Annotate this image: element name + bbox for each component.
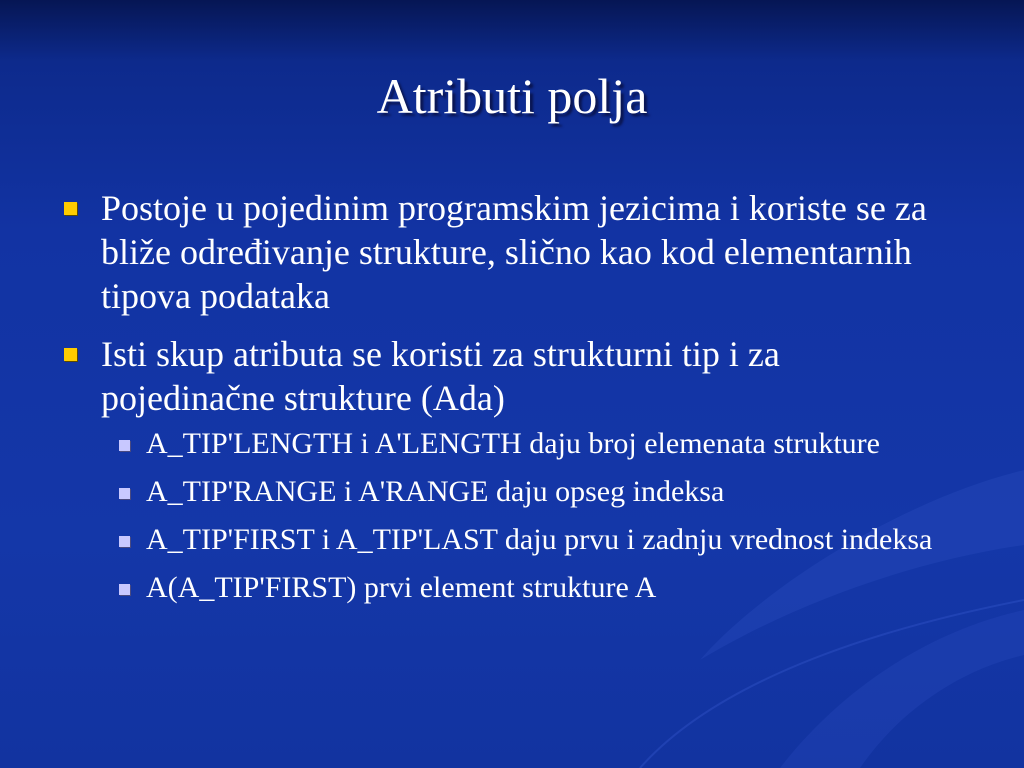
sub-bullet-item [60, 474, 960, 510]
bullet-item [60, 186, 960, 318]
sub-bullet-item [60, 522, 960, 558]
slide-title: Atributi polja [376, 68, 648, 124]
square-bullet-icon [64, 202, 77, 215]
sub-bullet-text: A(A_TIP'FIRST) prvi element strukture A [146, 571, 657, 604]
sub-bullet-item [60, 426, 960, 462]
bullet-item [60, 332, 960, 420]
sub-bullet-item [60, 570, 960, 606]
sub-bullet-text: A_TIP'LENGTH i A'LENGTH daju broj elemenata strukture [146, 427, 880, 460]
square-sub-bullet-icon [119, 536, 130, 547]
square-sub-bullet-icon [119, 584, 130, 595]
bullet-text: Postoje u pojedinim programskim jezicima i koriste se za bliže određivanje strukture, slično kao kod elementarnih tipova podataka [101, 188, 927, 316]
bullet-text: Isti skup atributa se koristi za strukturni tip i za pojedinačne strukture (Ada) [101, 334, 780, 418]
sub-bullet-text: A_TIP'RANGE i A'RANGE daju opseg indeksa [146, 475, 725, 508]
square-sub-bullet-icon [119, 440, 130, 451]
square-bullet-icon [64, 348, 77, 361]
square-sub-bullet-icon [119, 488, 130, 499]
slide-content [60, 186, 960, 618]
sub-bullet-text: A_TIP'FIRST i A_TIP'LAST daju prvu i zadnju vrednost indeksa [146, 523, 933, 556]
